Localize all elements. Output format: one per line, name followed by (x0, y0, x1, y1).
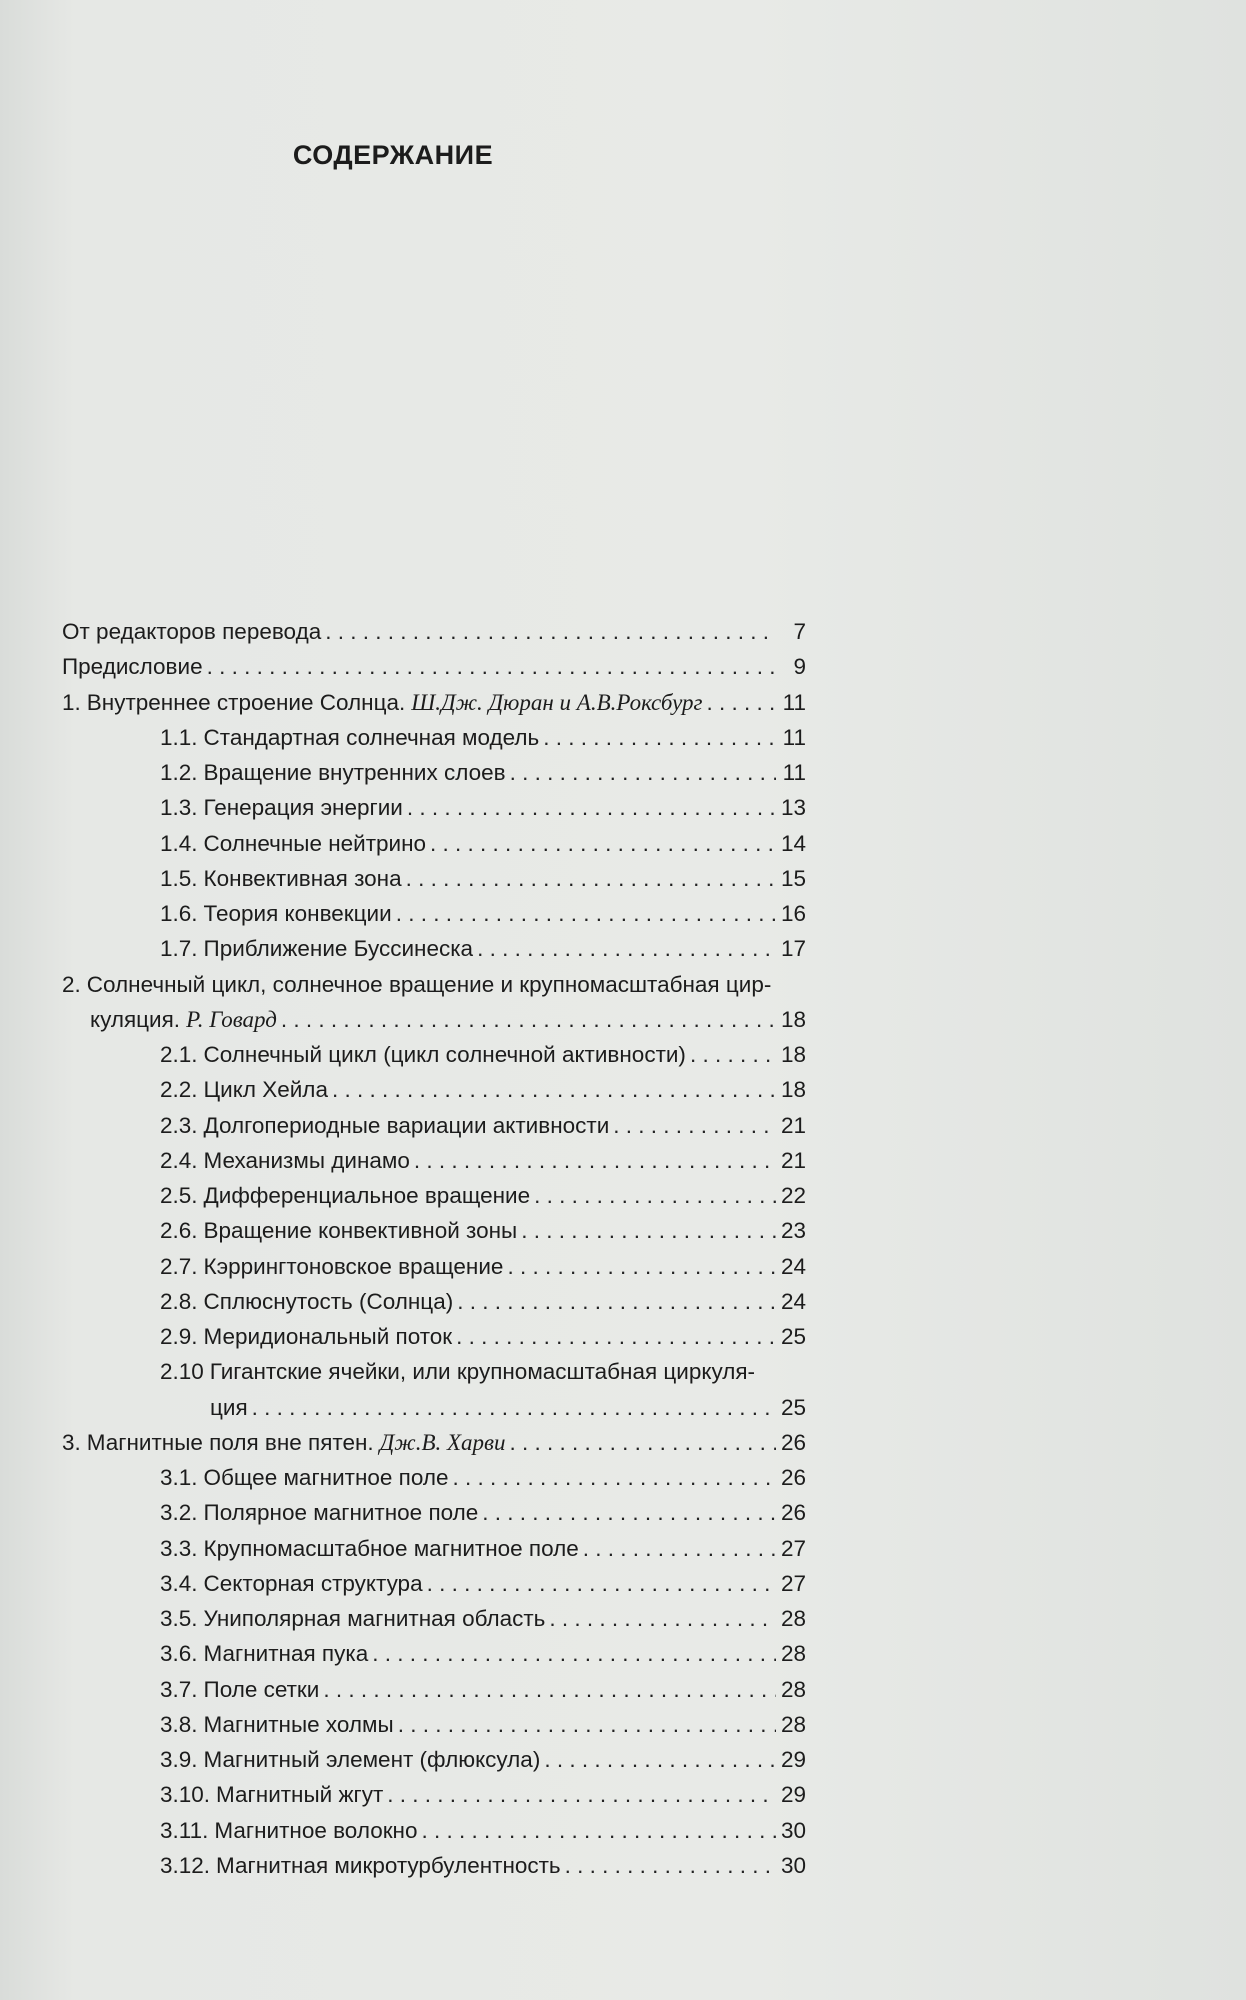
entry-title-continued: куляция. (90, 1006, 181, 1032)
entry-page: 26 (780, 1500, 806, 1526)
entry-number: 1.6. (160, 901, 198, 926)
entry-page: 16 (780, 901, 806, 926)
dot-leader (323, 1672, 776, 1707)
entry-page: 11 (782, 760, 806, 785)
entry-number: 1.1. (160, 724, 198, 750)
page-title: СОДЕРЖАНИЕ (292, 140, 494, 170)
entry-number: 3.2. (160, 1500, 198, 1526)
toc-subsection (62, 1460, 806, 1495)
dot-leader (707, 685, 776, 720)
entry-number: 3.3. (160, 1535, 198, 1561)
entry-title: Крупномасштабное магнитное поле (203, 1535, 579, 1561)
toc-subsection (62, 790, 806, 825)
entry-page: 28 (780, 1606, 806, 1631)
entry-page: 23 (780, 1218, 806, 1244)
entry-title: Магнитные поля вне пятен. (86, 1429, 374, 1455)
entry-title: Магнитная микротурбулентность (216, 1852, 561, 1878)
entry-number: 2.8. (160, 1288, 198, 1314)
dot-leader (457, 1284, 776, 1319)
entry-page: 13 (780, 795, 806, 821)
dot-leader (453, 1460, 777, 1495)
toc-chapter (62, 649, 806, 684)
entry-page: 15 (780, 865, 806, 891)
entry-page: 28 (780, 1676, 806, 1702)
entry-title: Генерация энергии (203, 795, 403, 821)
entry-title: Меридиональный поток (203, 1324, 453, 1349)
entry-page: 24 (780, 1288, 806, 1314)
entry-number: 2.6. (160, 1218, 198, 1244)
entry-title: Вращение внутренних слоев (203, 760, 506, 785)
dot-leader (207, 649, 776, 684)
dot-leader (477, 931, 776, 966)
toc-subsection (62, 1108, 806, 1143)
dot-leader (414, 1143, 776, 1178)
toc-subsection (62, 1213, 806, 1248)
toc-subsection (62, 1601, 806, 1636)
dot-leader (430, 826, 776, 861)
dot-leader (534, 1178, 776, 1213)
dot-leader (396, 896, 776, 931)
dot-leader (613, 1108, 776, 1143)
toc-subsection (62, 1636, 806, 1671)
entry-title: Дифференциальное вращение (203, 1183, 531, 1208)
entry-number: 2.3. (160, 1112, 198, 1138)
entry-title: Поле сетки (203, 1676, 320, 1702)
entry-page: 18 (780, 1042, 806, 1067)
entry-title: Стандартная солнечная модель (203, 724, 540, 750)
toc-chapter (62, 1425, 806, 1460)
entry-number: 3.10. (160, 1782, 211, 1808)
entry-title: Кэррингтоновское вращение (203, 1253, 504, 1279)
entry-title: Внутреннее строение Солнца. (86, 689, 406, 715)
entry-author: Дж.В. Харви (379, 1429, 506, 1455)
entry-page: 26 (780, 1465, 806, 1490)
entry-page: 17 (780, 936, 806, 962)
entry-number: 3.5. (160, 1606, 198, 1631)
dot-leader (422, 1813, 777, 1848)
toc-subsection (62, 1742, 806, 1777)
entry-number: 3.4. (160, 1570, 198, 1596)
entry-author: Ш.Дж. Дюран и А.В.Роксбург (411, 689, 703, 715)
entry-title: Механизмы динамо (203, 1147, 410, 1173)
toc-chapter (62, 967, 806, 1002)
entry-number: 1. (62, 689, 81, 715)
entry-page: 11 (782, 689, 806, 715)
toc-subsection (62, 1319, 806, 1354)
dot-leader (427, 1566, 776, 1601)
entry-number: 3.7. (160, 1676, 198, 1702)
entry-number: 3.9. (160, 1747, 198, 1772)
entry-number: 3.8. (160, 1711, 198, 1737)
dot-leader (325, 614, 776, 649)
toc-subsection (62, 1777, 806, 1812)
entry-page: 25 (780, 1324, 806, 1349)
toc-subsection (62, 1848, 806, 1883)
entry-page: 11 (782, 724, 806, 750)
entry-number: 2.1. (160, 1042, 198, 1067)
entry-title: Цикл Хейла (203, 1077, 328, 1103)
entry-title: Магнитное волокно (214, 1817, 418, 1843)
entry-title: Вращение конвективной зоны (203, 1218, 518, 1244)
dot-leader (407, 790, 776, 825)
toc-subsection (62, 1672, 806, 1707)
dot-leader (252, 1390, 776, 1425)
toc-subsection (62, 1037, 806, 1072)
dot-leader (544, 1742, 776, 1777)
entry-title: Приближение Буссинеска (203, 936, 474, 962)
entry-number: 2.7. (160, 1253, 198, 1279)
entry-number: 1.3. (160, 795, 198, 821)
dot-leader (406, 861, 776, 896)
toc-chapter (62, 685, 806, 720)
toc-subsection (62, 1495, 806, 1530)
entry-number: 1.7. (160, 936, 198, 962)
entry-title: Магнитный жгут (216, 1782, 384, 1808)
dot-leader (398, 1707, 776, 1742)
entry-title-continued: ция (210, 1394, 248, 1420)
toc-subsection (62, 1813, 806, 1848)
entry-number: 2.9. (160, 1324, 198, 1349)
entry-page: 21 (780, 1112, 806, 1138)
dot-leader (281, 1002, 776, 1037)
entry-number: 3.1. (160, 1465, 198, 1490)
entry-number: 2.5. (160, 1183, 198, 1208)
dot-leader (690, 1037, 776, 1072)
entry-title: Магнитные холмы (203, 1711, 394, 1737)
dot-leader (456, 1319, 776, 1354)
entry-page: 25 (780, 1394, 806, 1420)
toc-entry-continuation (62, 1002, 806, 1037)
entry-title: Секторная структура (203, 1570, 423, 1596)
entry-number: 3.11. (160, 1817, 209, 1843)
dot-leader (565, 1848, 776, 1883)
entry-title: Униполярная магнитная область (203, 1606, 546, 1631)
toc-subsection (62, 1284, 806, 1319)
dot-leader (521, 1213, 776, 1248)
entry-number: 3.12. (160, 1852, 211, 1878)
entry-title: Магнитная пука (203, 1641, 369, 1667)
entry-title: Сплюснутость (Солнца) (203, 1288, 454, 1314)
entry-title: От редакторов перевода (62, 619, 322, 644)
toc-subsection (62, 861, 806, 896)
entry-page: 29 (780, 1747, 806, 1772)
toc-subsection (62, 755, 806, 790)
entry-page: 9 (793, 654, 806, 680)
dot-leader (372, 1636, 776, 1671)
toc-subsection (62, 1072, 806, 1107)
entry-number: 1.2. (160, 760, 198, 785)
entry-page: 24 (780, 1253, 806, 1279)
toc-subsection (62, 1531, 806, 1566)
entry-number: 3. (62, 1429, 81, 1455)
entry-number: 1.4. (160, 830, 198, 856)
entry-page: 29 (780, 1782, 806, 1808)
toc-subsection (62, 1707, 806, 1742)
entry-title: Теория конвекции (203, 901, 392, 926)
entry-number: 2. (62, 971, 81, 997)
entry-page: 22 (780, 1183, 806, 1208)
dot-leader (332, 1072, 776, 1107)
dot-leader (482, 1495, 776, 1530)
dot-leader (543, 720, 776, 755)
entry-title: Солнечный цикл, солнечное вращение и крупномасштабная цир- (86, 971, 772, 997)
toc-subsection (62, 1249, 806, 1284)
entry-page: 30 (780, 1852, 806, 1878)
entry-title: Конвективная зона (203, 865, 402, 891)
entry-number: 3.6. (160, 1641, 198, 1667)
entry-page: 18 (780, 1077, 806, 1103)
entry-page: 26 (780, 1429, 806, 1455)
toc-subsection (62, 896, 806, 931)
dot-leader (549, 1601, 776, 1636)
entry-page: 27 (780, 1570, 806, 1596)
entry-page: 27 (780, 1535, 806, 1561)
entry-title: Долгопериодные вариации активности (203, 1112, 610, 1138)
entry-title: Гигантские ячейки, или крупномасштабная циркуля- (209, 1359, 756, 1385)
entry-page: 7 (793, 619, 806, 644)
entry-page: 30 (780, 1817, 806, 1843)
entry-title: Солнечный цикл (цикл солнечной активности) (203, 1042, 686, 1067)
entry-title: Полярное магнитное поле (203, 1500, 479, 1526)
entry-title: Солнечные нейтрино (203, 830, 427, 856)
dot-leader (387, 1777, 776, 1812)
entry-page: 14 (780, 830, 806, 856)
toc-subsection (62, 1354, 806, 1389)
entry-number: 2.4. (160, 1147, 198, 1173)
toc-entry-continuation (62, 1390, 806, 1425)
dot-leader (583, 1531, 776, 1566)
entry-page: 18 (780, 1006, 806, 1032)
entry-title: Общее магнитное поле (203, 1465, 449, 1490)
toc-subsection (62, 826, 806, 861)
toc-subsection (62, 1178, 806, 1213)
toc-subsection (62, 1566, 806, 1601)
dot-leader (510, 1425, 776, 1460)
entry-page: 28 (780, 1641, 806, 1667)
entry-page: 28 (780, 1711, 806, 1737)
entry-title: Магнитный элемент (флюксула) (203, 1747, 541, 1772)
toc-chapter (62, 614, 806, 649)
toc-subsection (62, 931, 806, 966)
entry-number: 1.5. (160, 865, 198, 891)
dot-leader (507, 1249, 776, 1284)
dot-leader (510, 755, 776, 790)
entry-author: Р. Говард (186, 1006, 277, 1032)
table-of-contents (62, 614, 806, 1883)
entry-number: 2.2. (160, 1077, 198, 1103)
entry-title: Предисловие (62, 654, 203, 680)
toc-subsection (62, 720, 806, 755)
toc-subsection (62, 1143, 806, 1178)
entry-page: 21 (780, 1147, 806, 1173)
entry-number: 2.10 (160, 1359, 204, 1385)
